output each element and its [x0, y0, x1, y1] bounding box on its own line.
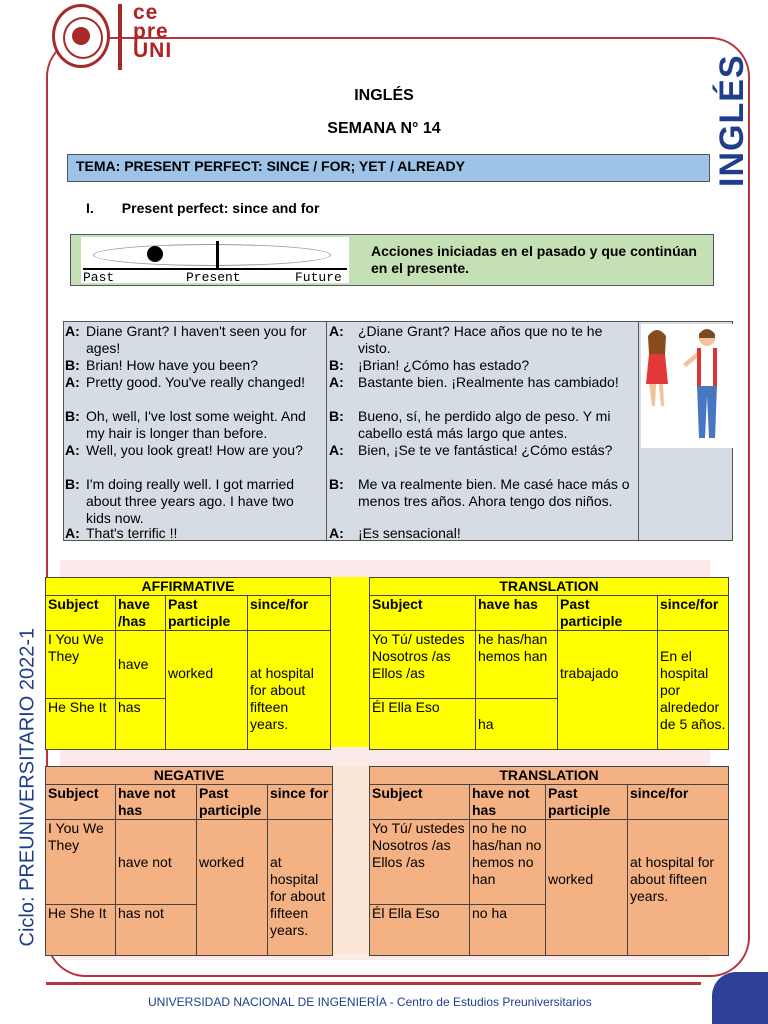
section-heading: [86, 200, 319, 216]
cell-subject: Yo Tú/ ustedes Nosotros /as Ellos /as: [370, 631, 476, 699]
col-header: Past participle: [166, 596, 248, 631]
cell-verb: ha: [476, 699, 558, 750]
dialog-text: Bueno, sí, he perdido algo de peso. Y mi cabello está más largo que antes.: [358, 408, 611, 441]
speaker-label: A:: [329, 323, 344, 339]
cell-participle: worked: [546, 820, 628, 956]
dialog-box: [63, 321, 733, 541]
negative-translation-table: [369, 766, 729, 956]
cell-subject: He She It: [46, 699, 116, 750]
timeline-present: Present: [186, 270, 241, 285]
side-cycle-label: [8, 627, 48, 950]
speaker-label: A:: [65, 442, 80, 458]
cell-since-for: at hospital for about fifteen years.: [628, 820, 729, 956]
cell-subject: He She It: [46, 905, 116, 956]
col-header: have not has: [116, 785, 197, 820]
footer-line: [46, 982, 701, 985]
cepreuni-logo: [133, 1, 173, 62]
dialog-divider: [326, 322, 327, 540]
table-title: TRANSLATION: [370, 767, 729, 785]
side-title-text: INGLÉS: [713, 54, 751, 187]
speaker-label: A:: [65, 323, 80, 339]
col-header: Subject: [370, 596, 476, 631]
section-label: Present perfect: since and for: [121, 200, 320, 216]
col-header: have has: [476, 596, 558, 631]
affirmative-translation-table: [369, 577, 729, 750]
cell-verb: no ha: [470, 905, 546, 956]
col-header: Subject: [46, 596, 116, 631]
dialog-text: Brian! How have you been?: [86, 357, 258, 373]
speaker-label: B:: [329, 408, 344, 424]
col-header: Past participle: [546, 785, 628, 820]
cell-since-for: at hospital for about fifteen years.: [268, 820, 333, 956]
timeline-dot: [147, 246, 163, 262]
cell-verb: have: [116, 631, 166, 699]
dialog-text: Well, you look great! How are you?: [86, 442, 303, 458]
cell-verb: have not: [116, 820, 197, 905]
cell-verb: no he no has/han no hemos no han: [470, 820, 546, 905]
dialog-text: Bastante bien. ¡Realmente has cambiado!: [358, 374, 619, 390]
col-header: Subject: [46, 785, 116, 820]
timeline-ellipse: [93, 244, 331, 266]
cell-subject: Él Ella Eso: [370, 905, 470, 956]
cell-participle: trabajado: [558, 631, 658, 750]
cell-since-for: at hospital for about fifteen years.: [248, 631, 331, 750]
cell-subject: I You We They: [46, 631, 116, 699]
dialog-text: Bien, ¡Se te ve fantástica! ¿Cómo estás?: [358, 442, 613, 458]
logo-line-2: pre: [133, 20, 169, 43]
dialog-text: Pretty good. You've really changed!: [86, 374, 306, 390]
col-header: since for: [268, 785, 333, 820]
table-title: TRANSLATION: [370, 578, 729, 596]
logo-line-3: UNI: [133, 39, 173, 62]
dialog-text: Oh, well, I've lost some weight. And my hair is longer than before.: [86, 408, 306, 441]
col-header: have /has: [116, 596, 166, 631]
university-seal-logo: [52, 4, 110, 68]
cell-verb: has: [116, 699, 166, 750]
speaker-label: A:: [329, 525, 344, 541]
dialog-text: ¡Es sensacional!: [358, 525, 461, 541]
table-title: AFFIRMATIVE: [46, 578, 331, 596]
timeline-past: Past: [83, 270, 115, 285]
speaker-label: A:: [329, 374, 344, 390]
speaker-label: B:: [65, 476, 80, 492]
week-title: SEMANA N° 14: [327, 120, 441, 137]
topic-banner: TEMA: PRESENT PERFECT: SINCE / FOR; YET / ALREADY: [67, 154, 710, 182]
col-header: Subject: [370, 785, 470, 820]
speaker-label: B:: [329, 476, 344, 492]
speaker-label: B:: [65, 408, 80, 424]
col-header: since/for: [248, 596, 331, 631]
page-title: INGLÉS: [354, 87, 414, 104]
cell-subject: Yo Tú/ ustedes Nosotros /as Ellos /as: [370, 820, 470, 905]
timeline-description: Acciones iniciadas en el pasado y que continúan en el presente.: [371, 243, 697, 276]
section-number: I.: [86, 200, 94, 216]
speaker-label: A:: [65, 374, 80, 390]
speaker-label: A:: [329, 442, 344, 458]
logo-line-1: ce: [133, 1, 159, 24]
negative-table: [45, 766, 333, 956]
speaker-label: A:: [65, 525, 80, 541]
dialog-text: Diane Grant? I haven't seen you for ages!: [86, 323, 307, 356]
speaker-label: B:: [65, 357, 80, 373]
cell-subject: I You We They: [46, 820, 116, 905]
timeline-future: Future: [295, 270, 342, 285]
cell-since-for: En el hospital por alrededor de 5 años.: [658, 631, 729, 750]
dialog-text: ¡Brian! ¿Cómo has estado?: [358, 357, 530, 373]
dialog-text: I'm doing really well. I got married about three years ago. I have two kids now.: [86, 476, 295, 526]
timeline-box: [70, 234, 714, 286]
corner-decoration: [712, 972, 768, 1024]
dialog-divider: [638, 322, 639, 540]
side-cycle-text: Ciclo: PREUNIVERSITARIO 2022-1: [16, 627, 39, 947]
col-header: since/for: [628, 785, 729, 820]
timeline-present-tick: [216, 241, 219, 269]
speaker-label: B:: [329, 357, 344, 373]
col-header: have not has: [470, 785, 546, 820]
affirmative-table: [45, 577, 331, 750]
col-header: Past participle: [558, 596, 658, 631]
dialog-text: Me va realmente bien. Me casé hace más o menos tres años. Ahora tengo dos niños.: [358, 476, 630, 509]
footer-text: UNIVERSIDAD NACIONAL DE INGENIERÍA - Centro de Estudios Preuniversitarios: [148, 995, 592, 1009]
people-illustration: [641, 324, 733, 448]
yellow-gap: [331, 577, 371, 747]
dialog-text: ¿Diane Grant? Hace años que no te he visto.: [358, 323, 603, 356]
cell-participle: worked: [197, 820, 268, 956]
cell-participle: worked: [166, 631, 248, 750]
logo-divider: [118, 4, 122, 70]
cell-verb: has not: [116, 905, 197, 956]
cell-subject: Él Ella Eso: [370, 699, 476, 750]
col-header: Past participle: [197, 785, 268, 820]
cell-verb: he has/han hemos han: [476, 631, 558, 699]
orange-gap: [333, 766, 371, 954]
dialog-text: That's terrific !!: [86, 525, 178, 541]
col-header: since/for: [658, 596, 729, 631]
timeline-diagram: [81, 237, 349, 283]
table-title: NEGATIVE: [46, 767, 333, 785]
